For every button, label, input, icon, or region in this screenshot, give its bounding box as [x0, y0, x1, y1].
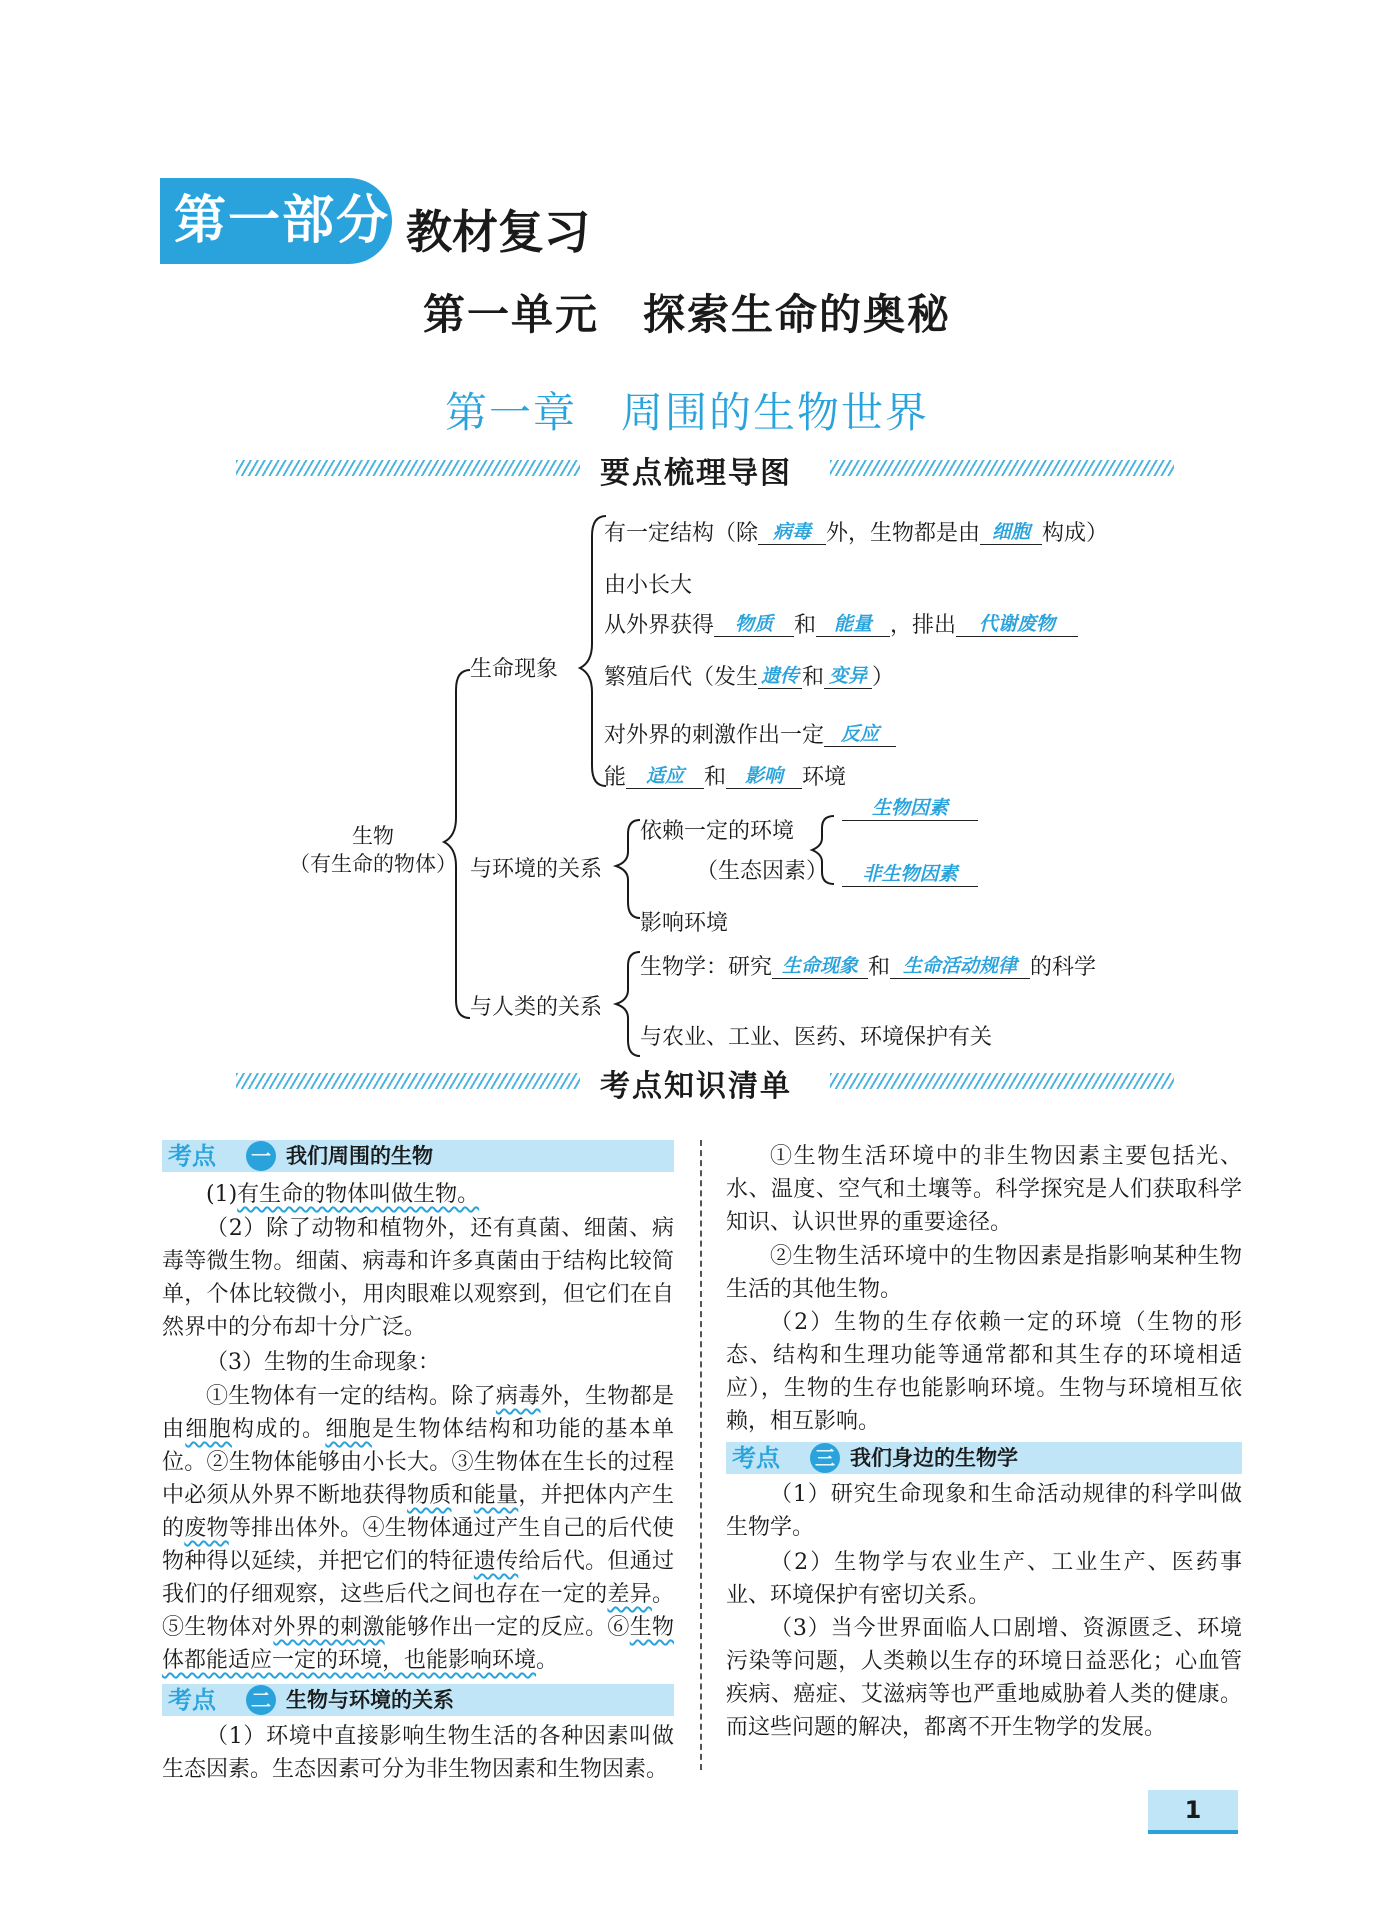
- human-biology: [640, 950, 1096, 981]
- kp1-item2: （2）除了动物和植物外，还有真菌、细菌、病毒等微生物。细菌、病毒和许多真菌由于结构比较简单，个体比较微小，用肉眼难以观察到，但它们在自然界中的分布却十分广泛。: [162, 1216, 674, 1340]
- answer-blank: 变异: [824, 664, 872, 689]
- kp2-item2: （2）生物的生存依赖一定的环境（生物的形态、结构和生理功能等通常都和其生存的环境相适应），生物的生存也能影响环境。生物与环境相互依赖，相互影响。: [726, 1310, 1242, 1434]
- checkpoint-number: 三: [810, 1443, 840, 1473]
- checkpoint-title: 我们周围的生物: [286, 1144, 433, 1168]
- factor-biotic: [842, 796, 978, 822]
- checkpoint-number: 二: [246, 1685, 276, 1715]
- text: 和: [704, 765, 727, 790]
- text: 外，生物都是由: [826, 521, 981, 546]
- text: 和: [802, 665, 825, 690]
- env-factors: （生态因素）: [696, 859, 829, 884]
- checkpoint-tag: 考点: [168, 1142, 216, 1170]
- kp2-item1: （1）环境中直接影响生物生活的各种因素叫做生态因素。生态因素可分为非生物因素和生物因素。: [162, 1724, 674, 1782]
- page-number: 1: [1148, 1790, 1238, 1834]
- mindmap-title: 要点梳理导图: [600, 456, 792, 491]
- kp1-item1: (1)有生命的物体叫做生物。: [206, 1182, 480, 1207]
- env-affect: 影响环境: [640, 911, 729, 936]
- env-depend: 依赖一定的环境: [640, 819, 795, 844]
- human-fields: 与农业、工业、医药、环境保护有关: [640, 1025, 993, 1050]
- life-adapt: [604, 760, 846, 791]
- text: ）: [872, 665, 895, 690]
- answer-blank: 病毒: [758, 520, 826, 545]
- part-badge: 第一部分: [160, 178, 392, 264]
- text: ，排出: [890, 613, 957, 638]
- branch-environment: 与环境的关系: [470, 857, 603, 882]
- root-line2: （有生命的物体）: [289, 852, 457, 876]
- checkpoint-tag: 考点: [168, 1686, 216, 1714]
- section-divider: [830, 1073, 1174, 1089]
- text: 对外界的刺激作出一定: [604, 723, 825, 748]
- branch-human: 与人类的关系: [470, 995, 603, 1020]
- mindmap-root: [288, 822, 458, 878]
- answer-blank: 非生物因素: [842, 862, 978, 887]
- text: 繁殖后代（发生: [604, 665, 759, 690]
- text: 构成）: [1042, 521, 1109, 546]
- answer-blank: 细胞: [980, 520, 1042, 545]
- text: 和: [868, 955, 891, 980]
- column-divider: [700, 1140, 702, 1770]
- checkpoint-header-2: [162, 1684, 674, 1716]
- kp1-item3: （3）生物的生命现象：: [206, 1350, 440, 1375]
- branch-life: 生命现象: [470, 657, 559, 682]
- answer-blank: 遗传: [758, 664, 802, 689]
- life-grow: 由小长大: [604, 573, 693, 598]
- answer-blank: 代谢废物: [956, 612, 1078, 637]
- text: 有一定结构（除: [604, 521, 759, 546]
- life-response: [604, 718, 896, 749]
- checklist-title: 考点知识清单: [600, 1069, 792, 1104]
- checkpoint-title: 生物与环境的关系: [286, 1688, 454, 1712]
- kp3-item1: （1）研究生命现象和生命活动规律的科学叫做生物学。: [726, 1482, 1242, 1540]
- text: 和: [794, 613, 817, 638]
- kp3-item2: （2）生物学与农业生产、工业生产、医药事业、环境保护有密切关系。: [726, 1550, 1242, 1608]
- life-metabolism: [604, 608, 1078, 639]
- kp3-item3: （3）当今世界面临人口剧增、资源匮乏、环境污染等问题，人类赖以生存的环境日益恶化；心血管疾病、癌症、艾滋病等也严重地威胁着人类的健康。而这些问题的解决，都离不开生物学的发展。: [726, 1616, 1242, 1740]
- answer-blank: 生命现象: [772, 954, 868, 979]
- answer-blank: 影响: [726, 764, 802, 789]
- chapter-title: 第一章 周围的生物世界: [444, 388, 929, 437]
- text: 能: [604, 765, 627, 790]
- checkpoint-number: 一: [246, 1141, 276, 1171]
- checkpoint-header-1: [162, 1140, 674, 1172]
- underlined-text: 有生命的物体叫做生物。: [237, 1182, 480, 1207]
- text: 环境: [802, 765, 847, 790]
- checkpoint-title: 我们身边的生物学: [850, 1446, 1018, 1470]
- answer-blank: 能量: [816, 612, 890, 637]
- answer-blank: 生命活动规律: [890, 954, 1030, 979]
- kp2-factor-biotic: ②生物生活环境中的生物因素是指影响某种生物生活的其他生物。: [726, 1244, 1242, 1302]
- answer-blank: 物质: [714, 612, 794, 637]
- text: 从外界获得: [604, 613, 715, 638]
- answer-blank: 适应: [626, 764, 704, 789]
- text: 生物学：研究: [640, 955, 773, 980]
- factor-abiotic: [842, 862, 978, 888]
- answer-blank: 反应: [824, 722, 896, 747]
- root-line1: 生物: [352, 824, 394, 848]
- checkpoint-tag: 考点: [732, 1444, 780, 1472]
- life-reproduce: [604, 660, 894, 691]
- answer-blank: 生物因素: [842, 796, 978, 821]
- unit-title: 第一单元 探索生命的奥秘: [422, 290, 951, 339]
- section-divider: [236, 1073, 580, 1089]
- kp2-factor-abiotic: ①生物生活环境中的非生物因素主要包括光、水、温度、空气和土壤等。科学探究是人们获取科学知识、认识世界的重要途径。: [726, 1144, 1242, 1235]
- text: 的科学: [1030, 955, 1097, 980]
- life-structure: [604, 516, 1108, 547]
- part-title: 教材复习: [406, 205, 590, 259]
- checkpoint-header-3: [726, 1442, 1242, 1474]
- kp1-item3-detail: ①生物体有一定的结构。除了病毒外，生物都是由细胞构成的。细胞是生物体结构和功能的基本单位。②生物体能够由小长大。③生物体在生长的过程中必须从外界不断地获得物质和能量，并把体内产生的废物等排出体外。④生物体通过产生自己的后代使物种得以延续，并把它们的特征遗传给后代。但通过我们的仔细观察，这些后代之间也存在一定的差异。⑤生物体对外界的刺激能够作出一定的反应。⑥生物体都能适应一定的环境，也能影响环境。: [162, 1384, 674, 1673]
